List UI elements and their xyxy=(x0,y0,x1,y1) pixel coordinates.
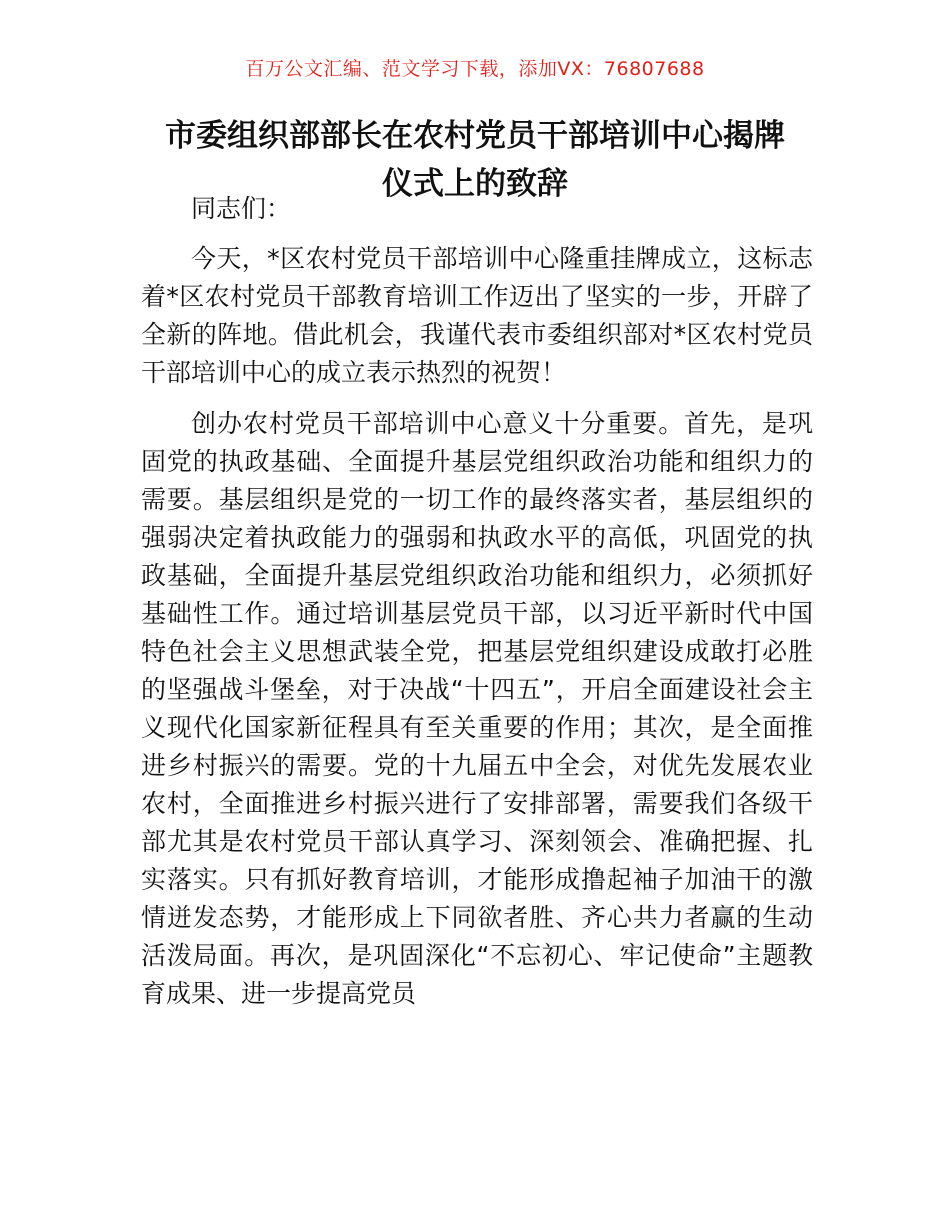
salutation: 同志们： xyxy=(191,194,292,223)
watermark-header: 百万公文汇编、范文学习下载，添加VX：76807688 xyxy=(245,58,705,80)
paragraph: 创办农村党员干部培训中心意义十分重要。首先，是巩固党的执政基础、全面提升基层党组织政治功能和组织力的需要。基层组织是党的一切工作的最终落实者，基层组织的强弱决定着执政能力的强弱和执政水平的高低，巩固党的执政基础，全面提升基层党组织政治功能和组织力，必须抓好基础性工作。通过培训基层党员干部，以习近平新时代中国特色社会主义思想武装全党，把基层党组织建设成敢打必胜的坚强战斗堡垒，对于决战“十四五”，开启全面建设社会主义现代化国家新征程具有至关重要的作用；其次，是全面推进乡村振兴的需要。党的十九届五中全会，对优先发展农业农村，全面推进乡村振兴进行了安排部署，需要我们各级干部尤其是农村党员干部认真学习、深刻领会、准确把握、扎实落实。只有抓好教育培训，才能形成撸起袖子加油干的激情迸发态势，才能形成上下同欲者胜、齐心共力者赢的生动活泼局面。再次，是巩固深化“不忘初心、牢记使命”主题教育成果、进一步提高党员 xyxy=(141,409,813,1008)
paragraph: 今天，*区农村党员干部培训中心隆重挂牌成立，这标志着*区农村党员干部教育培训工作迈出了坚实的一步，开辟了全新的阵地。借此机会，我谨代表市委组织部对*区农村党员干部培训中心的成立表示热烈的祝贺！ xyxy=(141,244,813,387)
title-line-1: 市委组织部部长在农村党员干部培训中心揭牌 xyxy=(165,118,785,154)
title-line-2: 仪式上的致辞 xyxy=(382,166,568,202)
document-body xyxy=(141,190,813,1013)
